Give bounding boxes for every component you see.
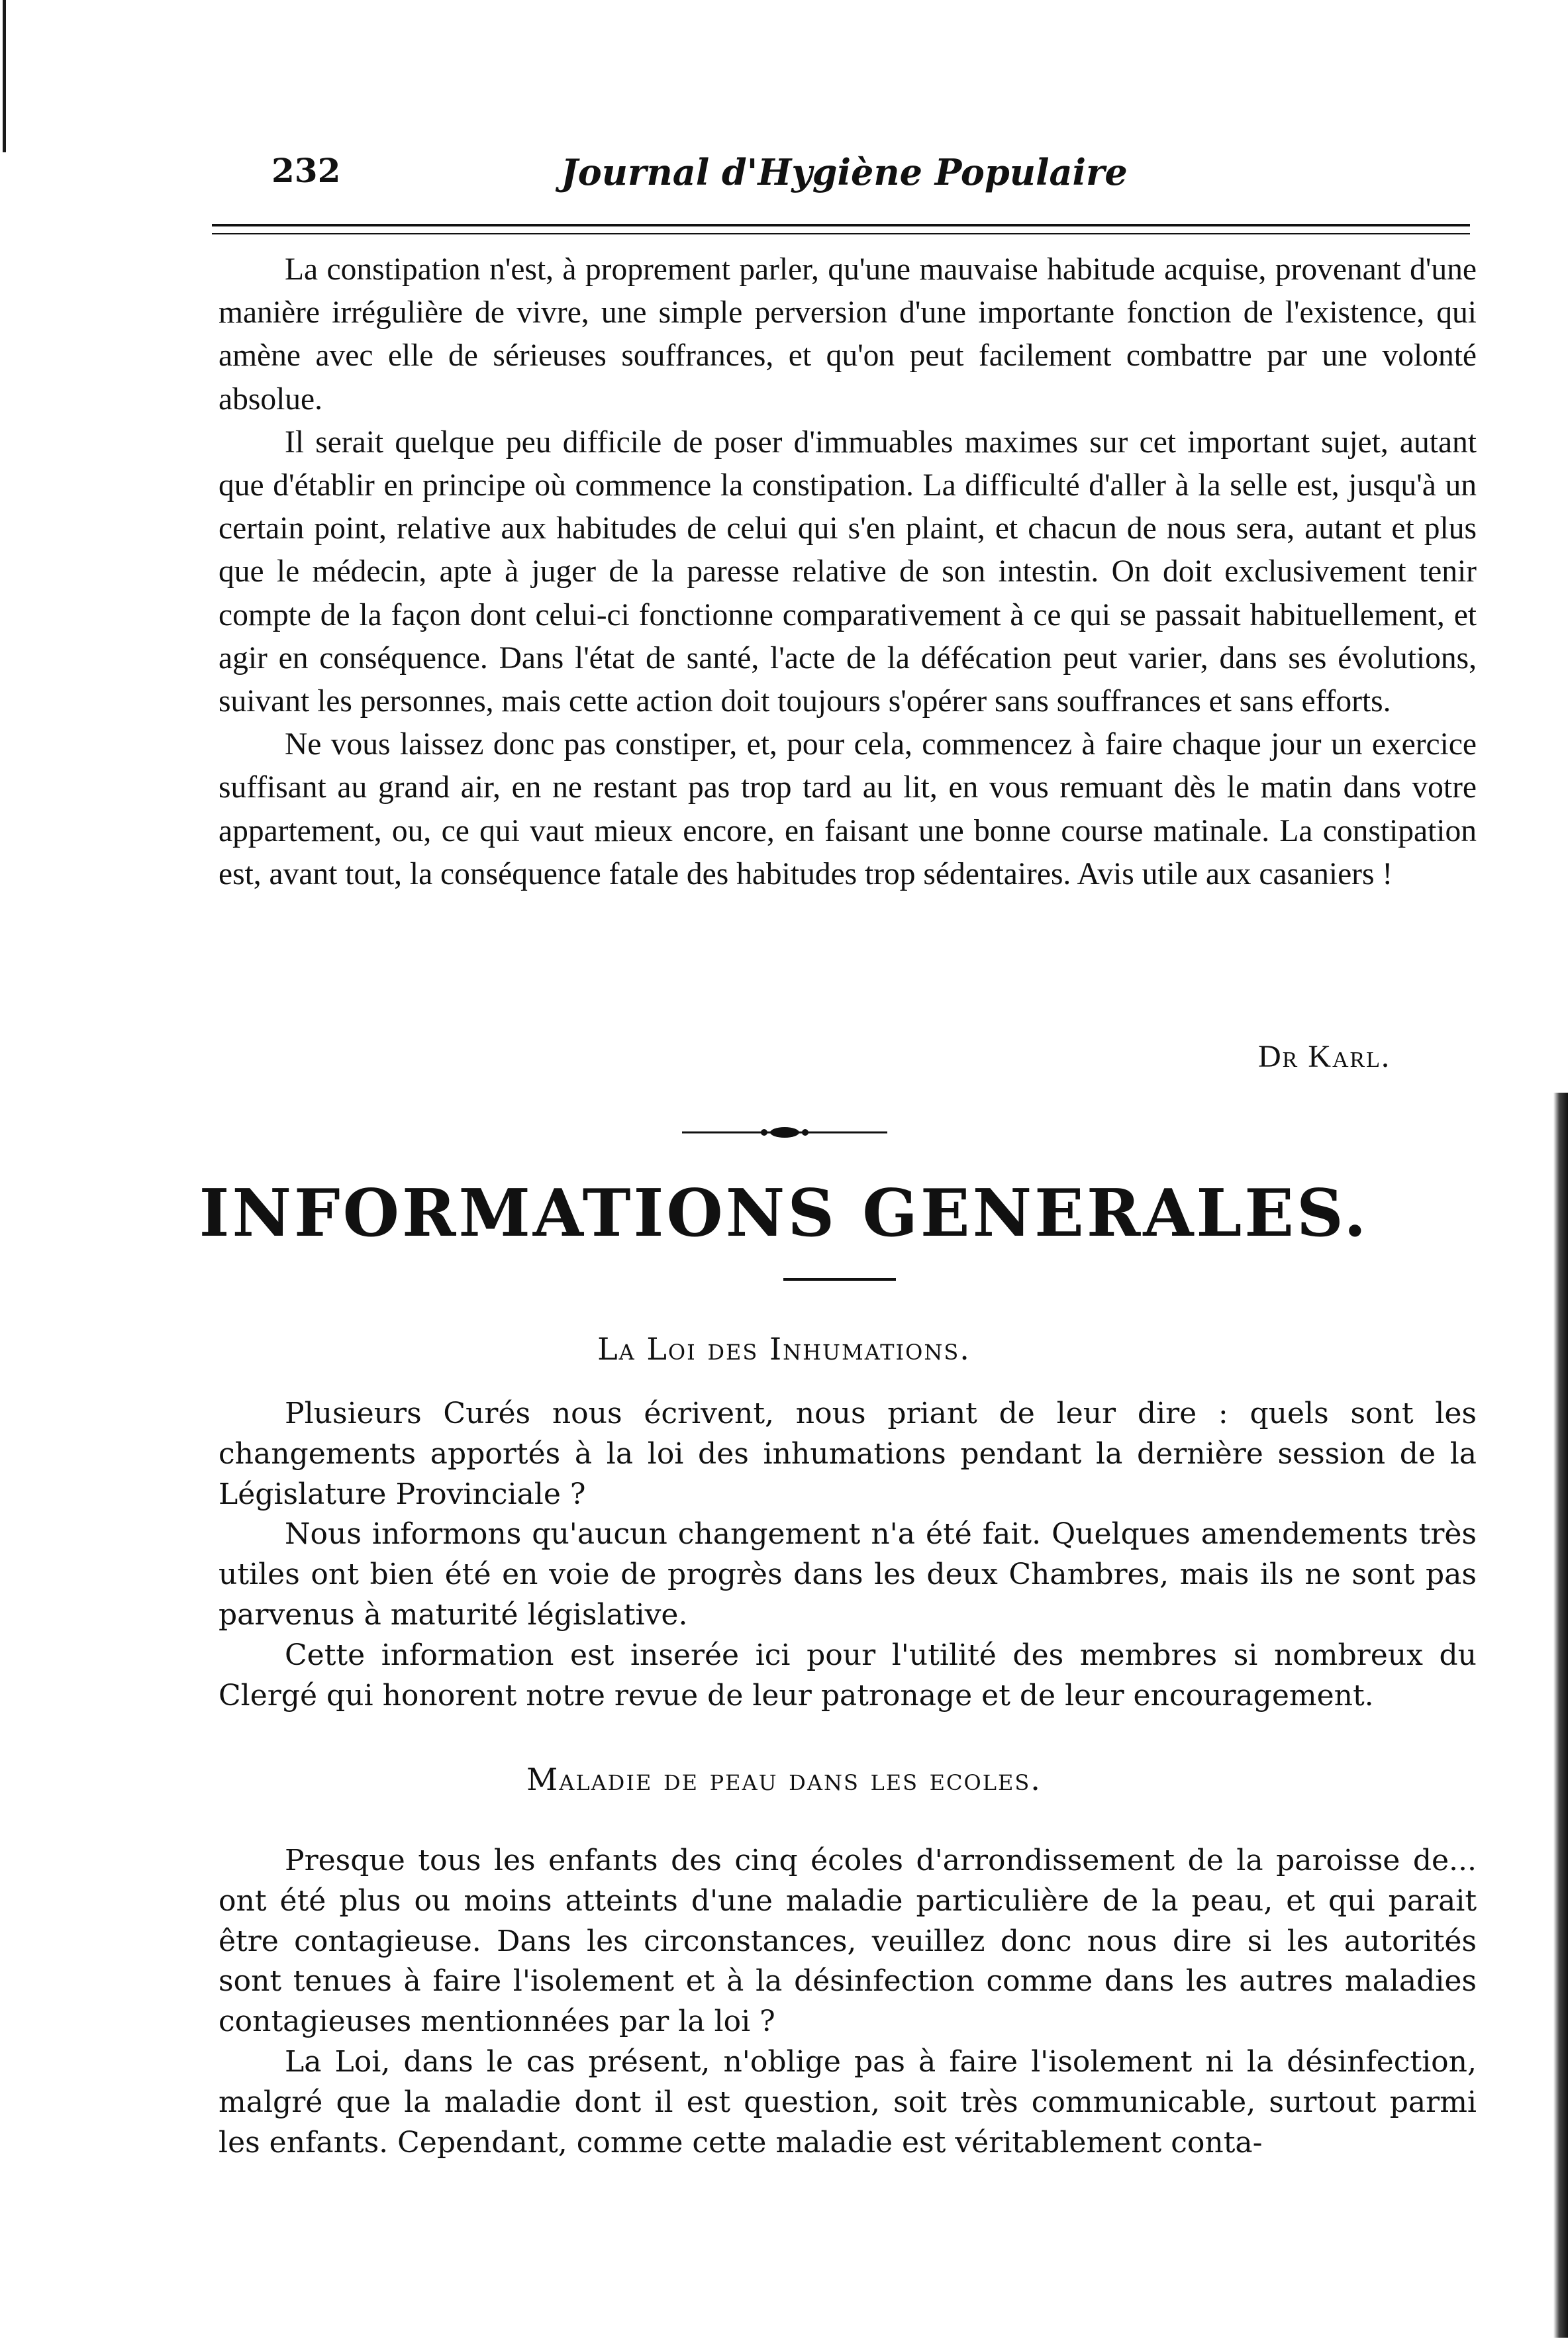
subheading-maladie: Maladie de peau dans les ecoles. — [526, 1762, 1042, 1797]
journal-title: Journal d'Hygiène Populaire — [561, 151, 1128, 193]
paragraph: Plusieurs Curés nous écrivent, nous priant de leur dire : quels sont les changements apportés à la loi des inhumations pendant la dernière session de la Législature Provinciale ? — [219, 1397, 1477, 1511]
section-rule — [783, 1278, 896, 1281]
paragraph: La Loi, dans le cas présent, n'oblige pas à faire l'isolement ni la désinfection, malgré que la maladie dont il est question, soit très communicable, surtout parmi les enfants. Cependant, comme cette maladie est véritablement conta- — [219, 2044, 1477, 2160]
article-constipation — [219, 248, 1477, 896]
paragraph: Presque tous les enfants des cinq écoles d'arrondissement de la paroisse de... ont été plus ou moins atteints d'une maladie particulière de la peau, et qui parait être contagieuse. Dans les circonstances, veuillez donc nous dire si les autorités sont tenues à faire l'isolement et à la désinfection comme dans les autres maladies contagieuses mentionnées par la loi ? — [219, 1844, 1477, 2039]
paragraph: La constipation n'est, à proprement parler, qu'une mauvaise habitude acquise, provenant d'une manière irrégulière de vivre, une simple perversion d'une importante fonction de l'existence, qui amène avec elle de sérieuses souffrances, et qu'on peut facilement combattre par une volonté absolue. — [219, 252, 1477, 417]
running-header — [205, 151, 1483, 211]
ornament-divider — [682, 1126, 887, 1139]
page-binding-edge — [3, 0, 6, 152]
author-signature: Dr Karl. — [1257, 1039, 1391, 1074]
page-number: 232 — [271, 151, 341, 190]
header-double-rule — [212, 224, 1470, 234]
paragraph: Nous informons qu'aucun changement n'a été fait. Quelques amendements très utiles ont bien été en voie de progrès dans les deux Chambres, mais ils ne sont pas parvenus à maturité législative. — [219, 1517, 1477, 1632]
paragraph: Cette information est inserée ici pour l'utilité des membres si nombreux du Clergé qui honorent notre revue de leur patronage et de leur encouragement. — [219, 1638, 1477, 1713]
paragraph: Il serait quelque peu difficile de poser d'immuables maximes sur cet important sujet, autant que d'établir en principe où commence la constipation. La difficulté d'aller à la selle est, jusqu'à un certain point, relative aux habitudes de celui qui s'en plaint, et chacun de nous sera, autant et plus que le médecin, apte à juger de la paresse relative de son intestin. On doit exclusivement tenir compte de la façon dont celui-ci fonctionne comparativement à ce qui se passait habituellement, et agir en conséquence. Dans l'état de santé, l'acte de la défécation peut varier, dans ses évolutions, suivant les personnes, mais cette action doit toujours s'opérer sans souffrances et sans efforts. — [219, 424, 1477, 719]
article-inhumations — [219, 1394, 1477, 1716]
article-maladie — [219, 1841, 1477, 2163]
page-scan-shadow — [1553, 1093, 1568, 2338]
paragraph: Ne vous laissez donc pas constiper, et, pour cela, commencez à faire chaque jour un exercice suffisant au grand air, en ne restant pas trop tard au lit, en vous remuant dès le matin dans votre appartement, ou, ce qui vaut mieux encore, en faisant une bonne course matinale. La constipation est, avant tout, la conséquence fatale des habitudes trop sédentaires. Avis utile aux casaniers ! — [219, 727, 1477, 891]
subheading-inhumations: La Loi des Inhumations. — [597, 1331, 971, 1367]
section-title: INFORMATIONS GENERALES. — [199, 1175, 1369, 1252]
